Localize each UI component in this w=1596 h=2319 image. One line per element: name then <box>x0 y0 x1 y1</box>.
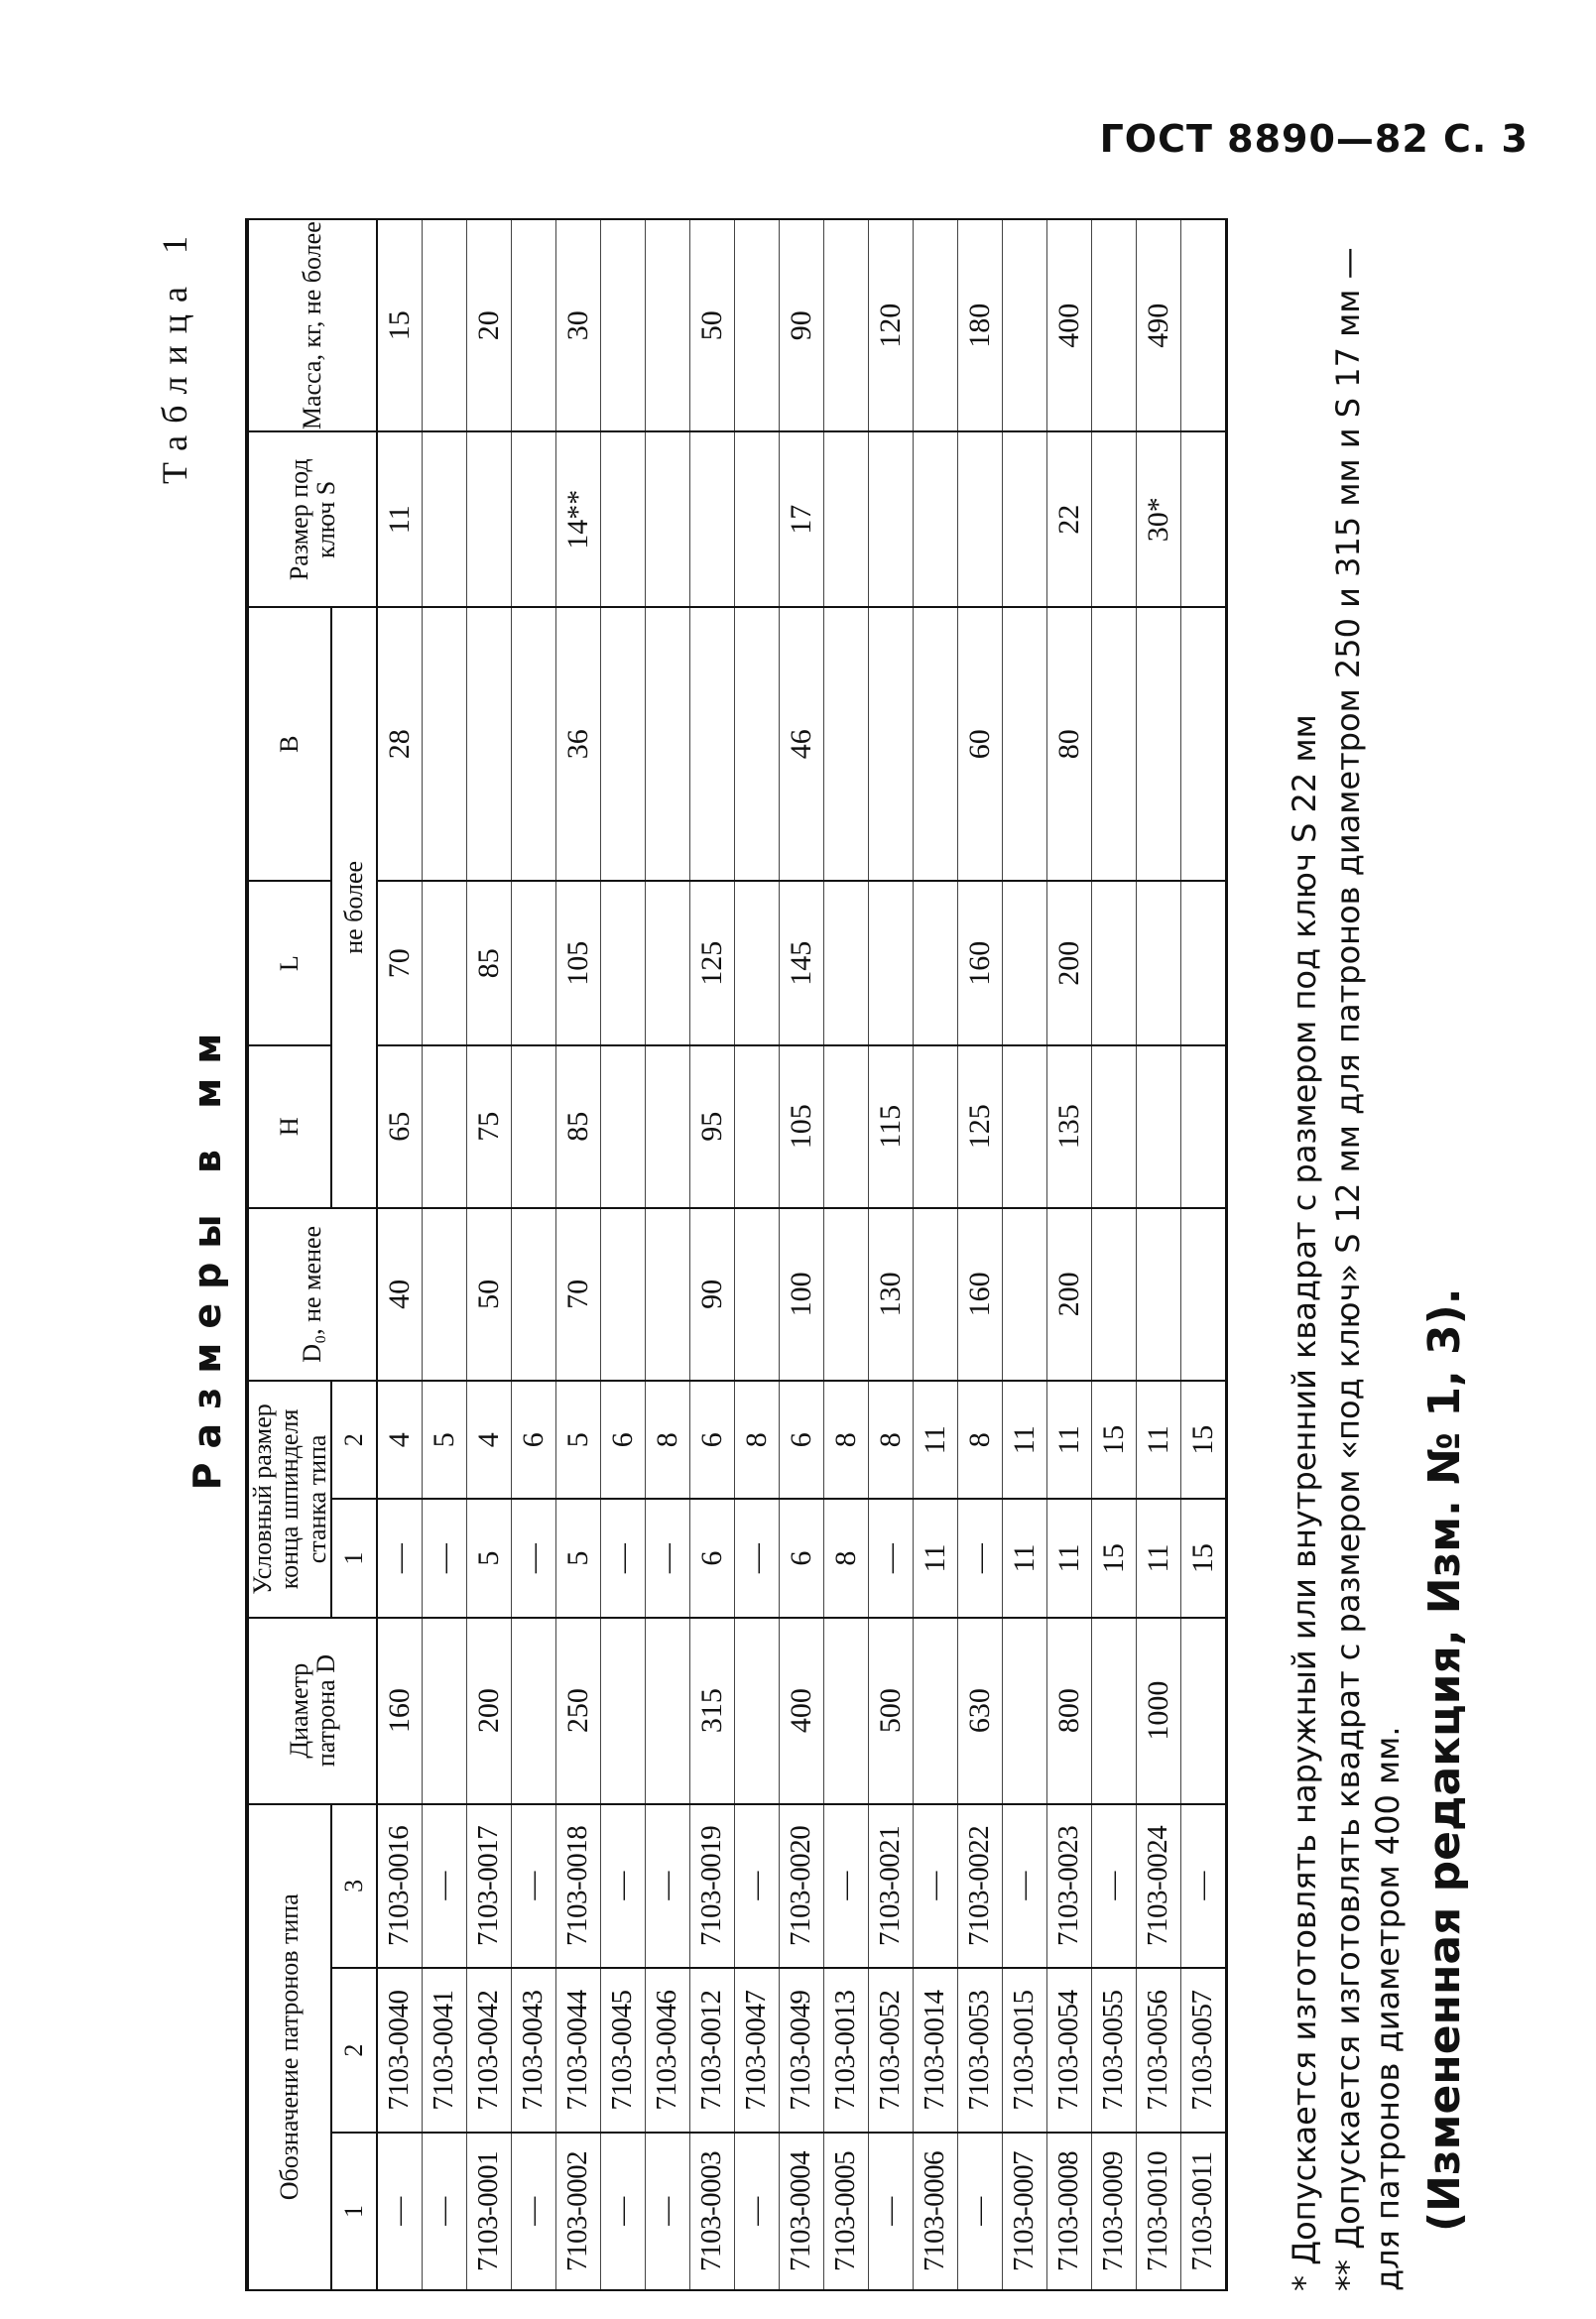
table-cell-s2: 8 <box>645 1381 689 1499</box>
table-cell-s1: 11 <box>1046 1499 1091 1617</box>
table-cell-key <box>823 431 868 607</box>
table-cell-mass: 490 <box>1136 219 1180 431</box>
table-cell-b: 28 <box>377 607 423 881</box>
table-cell-mass <box>422 219 466 431</box>
table-cell-s1: 6 <box>689 1499 734 1617</box>
table-cell-t3: — <box>422 1804 466 1969</box>
table-cell-s1: 8 <box>823 1499 868 1617</box>
table-cell-s2: 8 <box>823 1381 868 1499</box>
table-cell-b <box>1002 607 1046 881</box>
table-cell-s1: — <box>957 1499 1002 1617</box>
table-cell-l: 70 <box>377 881 423 1045</box>
table-cell-key: 11 <box>377 431 423 607</box>
table-cell-d0: 40 <box>377 1208 423 1382</box>
table-cell-t3: — <box>1091 1804 1136 1969</box>
table-cell-d <box>734 1618 779 1804</box>
table-cell-mass: 90 <box>779 219 823 431</box>
table-cell-mass <box>1002 219 1046 431</box>
table-cell-l <box>823 881 868 1045</box>
table-cell-b <box>422 607 466 881</box>
table-cell-t3: 7103-0017 <box>466 1804 511 1969</box>
table-cell-t2: 7103-0053 <box>957 1968 1002 2133</box>
table-cell-l: 160 <box>957 881 1002 1045</box>
table-cell-s1: 6 <box>779 1499 823 1617</box>
footnotes <box>1285 218 1476 2291</box>
table-row <box>1136 219 1180 2290</box>
table-cell-key <box>600 431 645 607</box>
table-cell-mass: 30 <box>555 219 600 431</box>
table-cell-t1: — <box>600 2133 645 2290</box>
table-cell-s2: 11 <box>913 1381 957 1499</box>
table-cell-t3: — <box>734 1804 779 1969</box>
table-cell-mass: 20 <box>466 219 511 431</box>
table-cell-b: 60 <box>957 607 1002 881</box>
table-cell-h <box>1136 1045 1180 1208</box>
header-mass: Масса, кг, не более <box>247 219 377 431</box>
table-cell-b <box>1180 607 1226 881</box>
table-cell-b: 46 <box>779 607 823 881</box>
header-h: H <box>247 1045 331 1208</box>
table-cell-s1: — <box>511 1499 555 1617</box>
table-cell-key <box>1180 431 1226 607</box>
table-cell-s2: 4 <box>466 1381 511 1499</box>
table-cell-d0 <box>645 1208 689 1382</box>
table-cell-t2: 7103-0042 <box>466 1968 511 2133</box>
table-cell-l <box>913 881 957 1045</box>
table-cell-mass: 50 <box>689 219 734 431</box>
table-cell-mass: 180 <box>957 219 1002 431</box>
table-cell-t1: 7103-0009 <box>1091 2133 1136 2290</box>
table-cell-s2: 5 <box>422 1381 466 1499</box>
table-cell-l: 145 <box>779 881 823 1045</box>
table-cell-b <box>734 607 779 881</box>
table-cell-t3: — <box>600 1804 645 1969</box>
table-cell-s2: 8 <box>868 1381 913 1499</box>
table-cell-t2: 7103-0041 <box>422 1968 466 2133</box>
table-cell-d0: 100 <box>779 1208 823 1382</box>
table-cell-s1: 11 <box>913 1499 957 1617</box>
table-row <box>511 219 555 2290</box>
table-cell-t2: 7103-0043 <box>511 1968 555 2133</box>
table-cell-key: 22 <box>1046 431 1091 607</box>
table-cell-s2: 8 <box>734 1381 779 1499</box>
table-row <box>734 219 779 2290</box>
table-cell-t1: — <box>868 2133 913 2290</box>
table-cell-h <box>1180 1045 1226 1208</box>
table-cell-s2: 8 <box>957 1381 1002 1499</box>
table-cell-d0 <box>600 1208 645 1382</box>
table-cell-t3: 7103-0020 <box>779 1804 823 1969</box>
table-cell-s1: — <box>645 1499 689 1617</box>
table-row <box>1091 219 1136 2290</box>
table-cell-s2: 11 <box>1136 1381 1180 1499</box>
table-cell-t2: 7103-0044 <box>555 1968 600 2133</box>
table-cell-h: 95 <box>689 1045 734 1208</box>
table-cell-l <box>1136 881 1180 1045</box>
table-row <box>377 219 423 2290</box>
table-cell-s1: 11 <box>1002 1499 1046 1617</box>
table-cell-b <box>511 607 555 881</box>
table-cell-d: 500 <box>868 1618 913 1804</box>
units-label <box>185 218 230 2291</box>
table-cell-t3: 7103-0024 <box>1136 1804 1180 1969</box>
table-cell-b <box>868 607 913 881</box>
table-cell-t2: 7103-0049 <box>779 1968 823 2133</box>
table-cell-h <box>913 1045 957 1208</box>
table-cell-t3: — <box>1002 1804 1046 1969</box>
table-cell-h <box>823 1045 868 1208</box>
table-cell-t1: 7103-0011 <box>1180 2133 1226 2290</box>
table-cell-key <box>734 431 779 607</box>
table-cell-t3: — <box>645 1804 689 1969</box>
table-cell-d0 <box>734 1208 779 1382</box>
table-cell-d <box>645 1618 689 1804</box>
table-cell-d0: 160 <box>957 1208 1002 1382</box>
table-cell-t1: — <box>645 2133 689 2290</box>
table-cell-l: 125 <box>689 881 734 1045</box>
table-cell-t1: 7103-0003 <box>689 2133 734 2290</box>
table-cell-b <box>689 607 734 881</box>
table-cell-key <box>689 431 734 607</box>
table-row <box>555 219 600 2290</box>
table-cell-s1: 5 <box>555 1499 600 1617</box>
table-cell-d <box>1002 1618 1046 1804</box>
table-cell-t2: 7103-0047 <box>734 1968 779 2133</box>
table-cell-d: 800 <box>1046 1618 1091 1804</box>
table-cell-s2: 15 <box>1091 1381 1136 1499</box>
table-cell-t1: — <box>511 2133 555 2290</box>
table-cell-s1: 15 <box>1180 1499 1226 1617</box>
table-cell-d <box>1180 1618 1226 1804</box>
table-cell-t1: 7103-0002 <box>555 2133 600 2290</box>
table-cell-s2: 4 <box>377 1381 423 1499</box>
table-cell-h <box>422 1045 466 1208</box>
table-cell-t3: 7103-0023 <box>1046 1804 1091 1969</box>
table-cell-d0 <box>1091 1208 1136 1382</box>
table-cell-t2: 7103-0055 <box>1091 1968 1136 2133</box>
table-cell-s1: 5 <box>466 1499 511 1617</box>
table-cell-d0 <box>823 1208 868 1382</box>
table-cell-l <box>1180 881 1226 1045</box>
table-row <box>422 219 466 2290</box>
table-row <box>689 219 734 2290</box>
table-cell-h <box>511 1045 555 1208</box>
table-cell-mass: 400 <box>1046 219 1091 431</box>
table-cell-l: 105 <box>555 881 600 1045</box>
table-cell-d <box>1091 1618 1136 1804</box>
table-cell-t1: 7103-0006 <box>913 2133 957 2290</box>
units-label-text: Размеры в мм <box>185 1019 229 1491</box>
header-spindle-type-1: 1 <box>331 1499 377 1617</box>
table-cell-t3: 7103-0016 <box>377 1804 423 1969</box>
table-cell-h <box>1002 1045 1046 1208</box>
table-cell-s1: — <box>422 1499 466 1617</box>
table-cell-b <box>645 607 689 881</box>
table-cell-l: 200 <box>1046 881 1091 1045</box>
table-cell-d0: 130 <box>868 1208 913 1382</box>
table-cell-key <box>913 431 957 607</box>
table-cell-t2: 7103-0040 <box>377 1968 423 2133</box>
table-cell-t3: 7103-0021 <box>868 1804 913 1969</box>
table-cell-d0 <box>1180 1208 1226 1382</box>
table-cell-key <box>1002 431 1046 607</box>
table-row <box>779 219 823 2290</box>
table-row <box>645 219 689 2290</box>
table-row <box>1046 219 1091 2290</box>
table-cell-t2: 7103-0012 <box>689 1968 734 2133</box>
table-cell-s1: — <box>734 1499 779 1617</box>
table-cell-s2: 6 <box>600 1381 645 1499</box>
table-cell-l <box>1002 881 1046 1045</box>
table-cell-b <box>1091 607 1136 881</box>
table-cell-l <box>600 881 645 1045</box>
table-cell-h <box>734 1045 779 1208</box>
table-cell-b <box>913 607 957 881</box>
table-cell-d: 315 <box>689 1618 734 1804</box>
header-designation: Обозначение патронов типа <box>247 1804 331 2290</box>
table-cell-h <box>645 1045 689 1208</box>
table-cell-mass <box>645 219 689 431</box>
dimensions-table <box>245 218 1228 2291</box>
table-cell-d0: 70 <box>555 1208 600 1382</box>
table-cell-mass <box>823 219 868 431</box>
table-cell-key <box>1091 431 1136 607</box>
footnote-2: ** Допускается изготовлять квадрат с размером «под ключ» S 12 мм для патронов диаметром 250 и 315 мм и S 17 мм — для патронов диаметром 400 мм. <box>1329 247 1407 2291</box>
table-cell-h: 105 <box>779 1045 823 1208</box>
table-cell-t1: 7103-0008 <box>1046 2133 1091 2290</box>
header-spindle: Условный размер конца шпинделя станка типа <box>247 1381 331 1618</box>
header-l: L <box>247 881 331 1045</box>
table-cell-h: 85 <box>555 1045 600 1208</box>
table-cell-t2: 7103-0013 <box>823 1968 868 2133</box>
table-cell-h: 75 <box>466 1045 511 1208</box>
table-row <box>600 219 645 2290</box>
table-cell-mass <box>1180 219 1226 431</box>
table-cell-t1: — <box>422 2133 466 2290</box>
header-diameter: Диаметр патрона D <box>247 1618 377 1804</box>
table-cell-t1: 7103-0005 <box>823 2133 868 2290</box>
table-cell-d <box>422 1618 466 1804</box>
table-cell-t2: 7103-0054 <box>1046 1968 1091 2133</box>
header-type-2: 2 <box>331 1968 377 2133</box>
table-cell-l <box>422 881 466 1045</box>
table-cell-h <box>1091 1045 1136 1208</box>
table-cell-t3: — <box>1180 1804 1226 1969</box>
table-cell-d0 <box>422 1208 466 1382</box>
table-cell-t3: 7103-0019 <box>689 1804 734 1969</box>
table-cell-d: 200 <box>466 1618 511 1804</box>
table-cell-b <box>823 607 868 881</box>
table-row <box>868 219 913 2290</box>
table-cell-b <box>1136 607 1180 881</box>
table-cell-l <box>645 881 689 1045</box>
header-d0: D₀, не менее <box>247 1208 377 1382</box>
table-cell-d <box>913 1618 957 1804</box>
table-cell-b <box>600 607 645 881</box>
header-key-size: Размер под ключ S <box>247 431 377 607</box>
table-cell-key: 17 <box>779 431 823 607</box>
footnote-1: * Допускается изготовлять наружный или внутренний квадрат с размером под ключ S 22 мм <box>1286 714 1323 2291</box>
table-cell-mass <box>511 219 555 431</box>
table-cell-s1: 11 <box>1136 1499 1180 1617</box>
table-cell-t2: 7103-0057 <box>1180 1968 1226 2133</box>
header-not-more: не более <box>331 607 377 1207</box>
table-cell-h: 65 <box>377 1045 423 1208</box>
table-cell-s2: 5 <box>555 1381 600 1499</box>
table-cell-t2: 7103-0045 <box>600 1968 645 2133</box>
table-cell-s1: — <box>600 1499 645 1617</box>
table-row <box>1180 219 1226 2290</box>
table-cell-t3: 7103-0022 <box>957 1804 1002 1969</box>
table-row <box>466 219 511 2290</box>
table-cell-t1: 7103-0007 <box>1002 2133 1046 2290</box>
table-cell-l <box>734 881 779 1045</box>
table-cell-key: 30* <box>1136 431 1180 607</box>
table-cell-b: 36 <box>555 607 600 881</box>
table-cell-mass <box>600 219 645 431</box>
table-cell-mass: 15 <box>377 219 423 431</box>
table-cell-s2: 11 <box>1002 1381 1046 1499</box>
table-cell-mass <box>734 219 779 431</box>
table-cell-t1: — <box>377 2133 423 2290</box>
table-cell-t1: 7103-0001 <box>466 2133 511 2290</box>
table-cell-key <box>868 431 913 607</box>
table-cell-s2: 6 <box>511 1381 555 1499</box>
table-cell-d: 400 <box>779 1618 823 1804</box>
table-cell-t2: 7103-0014 <box>913 1968 957 2133</box>
table-cell-h: 135 <box>1046 1045 1091 1208</box>
rotated-page-content <box>154 218 1493 2291</box>
table-cell-mass <box>913 219 957 431</box>
table-cell-b: 80 <box>1046 607 1091 881</box>
table-cell-d: 1000 <box>1136 1618 1180 1804</box>
table-cell-key <box>422 431 466 607</box>
table-cell-l <box>1091 881 1136 1045</box>
table-cell-key <box>957 431 1002 607</box>
table-cell-t3: — <box>511 1804 555 1969</box>
table-cell-h <box>600 1045 645 1208</box>
table-cell-s1: — <box>377 1499 423 1617</box>
table-row <box>823 219 868 2290</box>
table-cell-d: 630 <box>957 1618 1002 1804</box>
table-cell-d0 <box>913 1208 957 1382</box>
table-cell-s2: 6 <box>689 1381 734 1499</box>
edition-note: (Измененная редакция, Изм. № 1, 3). <box>1419 1287 1470 2232</box>
table-cell-d <box>823 1618 868 1804</box>
table-cell-t1: — <box>957 2133 1002 2290</box>
header-type-3: 3 <box>331 1804 377 1969</box>
table-cell-h: 125 <box>957 1045 1002 1208</box>
table-cell-d0: 50 <box>466 1208 511 1382</box>
table-cell-l <box>511 881 555 1045</box>
table-cell-t1: 7103-0004 <box>779 2133 823 2290</box>
table-cell-d: 160 <box>377 1618 423 1804</box>
table-cell-h: 115 <box>868 1045 913 1208</box>
table-cell-l: 85 <box>466 881 511 1045</box>
table-cell-d: 250 <box>555 1618 600 1804</box>
table-cell-d0 <box>511 1208 555 1382</box>
table-cell-t3: 7103-0018 <box>555 1804 600 1969</box>
table-cell-t3: — <box>823 1804 868 1969</box>
table-cell-t2: 7103-0015 <box>1002 1968 1046 2133</box>
table-row <box>913 219 957 2290</box>
table-cell-d0 <box>1136 1208 1180 1382</box>
table-cell-key <box>645 431 689 607</box>
table-cell-s2: 6 <box>779 1381 823 1499</box>
table-cell-t2: 7103-0052 <box>868 1968 913 2133</box>
table-cell-key <box>466 431 511 607</box>
table-row <box>1002 219 1046 2290</box>
table-label: Таблица 1 <box>155 224 194 484</box>
header-b: B <box>247 607 331 881</box>
header-spindle-type-2: 2 <box>331 1381 377 1499</box>
page-header: ГОСТ 8890—82 С. 3 <box>1099 117 1529 161</box>
table-cell-l <box>868 881 913 1045</box>
table-cell-t2: 7103-0046 <box>645 1968 689 2133</box>
table-cell-b <box>466 607 511 881</box>
table-cell-d0: 90 <box>689 1208 734 1382</box>
table-cell-mass <box>1091 219 1136 431</box>
table-cell-key: 14** <box>555 431 600 607</box>
table-cell-mass: 120 <box>868 219 913 431</box>
table-cell-key <box>511 431 555 607</box>
table-cell-d <box>600 1618 645 1804</box>
table-cell-s1: — <box>868 1499 913 1617</box>
table-cell-d0: 200 <box>1046 1208 1091 1382</box>
table-cell-d0 <box>1002 1208 1046 1382</box>
header-type-1: 1 <box>331 2133 377 2290</box>
table-cell-s1: 15 <box>1091 1499 1136 1617</box>
table-cell-t1: 7103-0010 <box>1136 2133 1180 2290</box>
table-cell-t2: 7103-0056 <box>1136 1968 1180 2133</box>
table-cell-s2: 11 <box>1046 1381 1091 1499</box>
table-cell-t3: — <box>913 1804 957 1969</box>
table-row <box>957 219 1002 2290</box>
table-cell-t1: — <box>734 2133 779 2290</box>
table-cell-s2: 15 <box>1180 1381 1226 1499</box>
table-cell-d <box>511 1618 555 1804</box>
